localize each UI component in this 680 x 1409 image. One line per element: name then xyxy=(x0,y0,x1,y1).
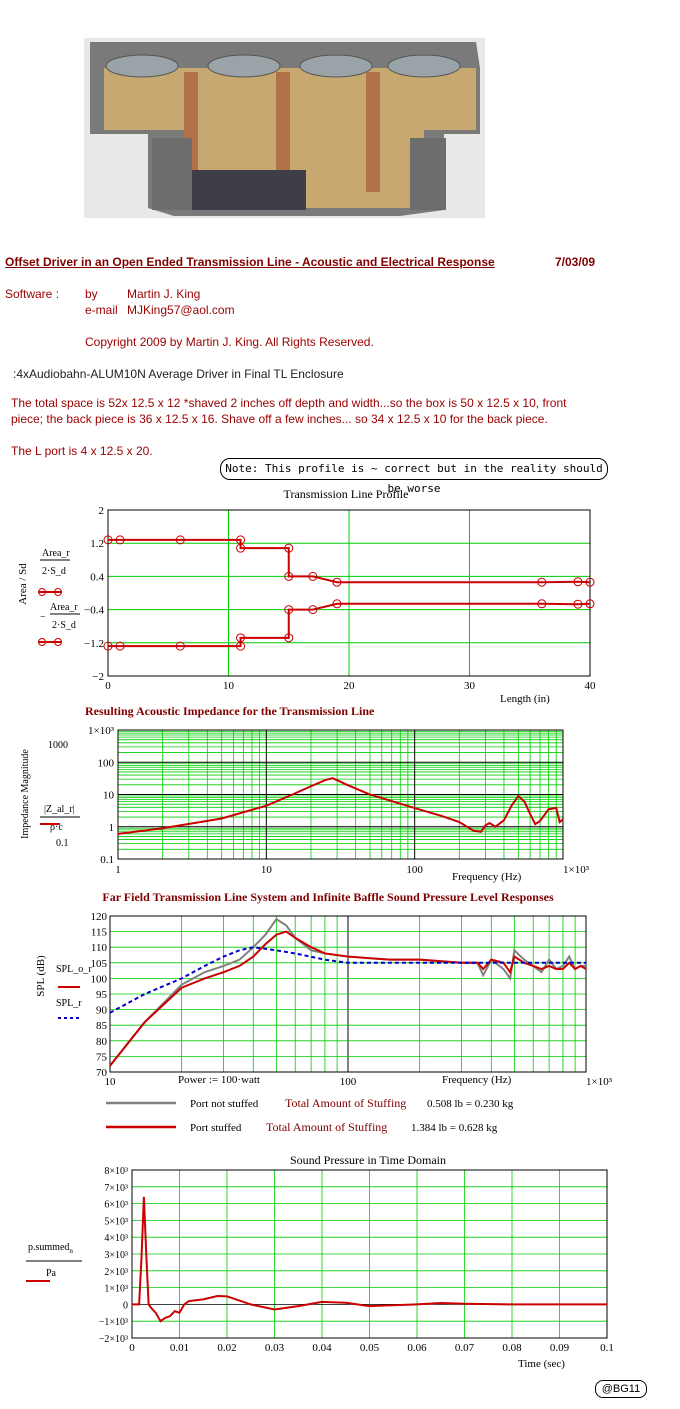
page-title: Offset Driver in an Open Ended Transmission Line - Acoustic and Electrical Response xyxy=(5,255,495,269)
chart1-xtick: 40 xyxy=(584,680,596,692)
svg-text:−: − xyxy=(40,612,46,623)
chart2-xlabel: Frequency (Hz) xyxy=(452,871,522,883)
driver-note: :4xAudiobahn-ALUM10N Average Driver in Final TL Enclosure xyxy=(13,367,344,381)
chart3-ytick: 70 xyxy=(96,1067,107,1079)
chart3-ytick: 120 xyxy=(90,911,107,923)
chart4-ytick: 1×10³ xyxy=(104,1283,128,1295)
chart2-side-z: |Z_al_r| xyxy=(44,804,75,815)
profile-callout: Note: This profile is ~ correct but in the reality should be worse xyxy=(220,458,608,480)
email-address: MJKing57@aol.com xyxy=(127,303,235,317)
chart4-ytick: 2×10³ xyxy=(104,1266,128,1278)
chart1-ylabel: Area / Sd xyxy=(17,563,29,605)
chart2-side-01: 0.1 xyxy=(56,838,69,849)
legend-stuffed-stuffing-label: Total Amount of Stuffing xyxy=(266,1120,388,1134)
chart1-xtick: 10 xyxy=(223,680,234,692)
chart2-xtick: 10 xyxy=(260,864,272,876)
chart3-title: Far Field Transmission Line System and Infinite Baffle Sound Pressure Level Responses xyxy=(102,890,554,904)
chart3-xtick: 100 xyxy=(339,1076,357,1088)
port-note: The L port is 4 x 12.5 x 20. xyxy=(11,444,153,458)
legend-not-stuffed-stuffing-value: 0.508 lb = 0.230 kg xyxy=(427,1098,514,1110)
chart2-ytick: 1 xyxy=(108,821,114,834)
chart2-side-1000: 1000 xyxy=(48,740,68,751)
chart4-ytick: 3×10³ xyxy=(104,1250,128,1261)
chart4-ytick: 5×10³ xyxy=(104,1216,128,1228)
chart1-legend-neg-sd: 2·S_d xyxy=(52,620,76,631)
chart2-xtick: 1×10³ xyxy=(563,864,590,876)
chart1-ytick: 1.2 xyxy=(90,538,104,551)
chart3-xlabel: Frequency (Hz) xyxy=(442,1074,512,1086)
chart4-xtick: 0.09 xyxy=(549,1342,570,1354)
chart1-legend-sd: 2·S_d xyxy=(42,566,66,577)
chart2-ytick: 10 xyxy=(103,789,114,802)
chart3-ytick: 100 xyxy=(90,973,107,986)
chart1-ytick: −2 xyxy=(92,671,104,683)
chart4-xtick: 0.06 xyxy=(407,1342,427,1354)
time-domain-chart xyxy=(0,1150,680,1375)
legend-stuffed-label: Port stuffed xyxy=(190,1122,242,1134)
chart4-ytick: 6×10³ xyxy=(104,1199,128,1211)
chart2-xtick: 1 xyxy=(115,864,121,876)
chart4-xlabel: Time (sec) xyxy=(518,1358,565,1370)
chart4-ytick: −2×10³ xyxy=(98,1334,128,1345)
chart3-ytick: 110 xyxy=(90,942,107,955)
chart4-ytick: 8×10³ xyxy=(104,1166,128,1177)
chart4-title: Sound Pressure in Time Domain xyxy=(289,1153,447,1167)
chart2-title: Resulting Acoustic Impedance for the Transmission Line xyxy=(85,704,375,718)
chart4-xtick: 0 xyxy=(129,1342,135,1354)
chart3-legend xyxy=(106,1096,514,1134)
corner-stamp: @BG11 xyxy=(595,1380,647,1398)
chart1-ytick: 0.4 xyxy=(90,571,104,584)
chart4-ylabel-num: p.summed$_n$ xyxy=(28,1242,73,1255)
chart2-ytick: 0.1 xyxy=(100,854,114,866)
chart3-ytick: 105 xyxy=(90,957,107,970)
chart1-legend-neg-area: Area_r xyxy=(50,602,78,613)
chart4-ylabel-den: Pa xyxy=(46,1268,56,1279)
enclosure-render-image xyxy=(84,38,485,218)
chart1-xlabel: Length (in) xyxy=(500,693,550,705)
chart3-ytick: 85 xyxy=(96,1020,107,1033)
chart4-xtick: 0.1 xyxy=(600,1342,614,1354)
chart3-ytick: 95 xyxy=(96,989,107,1001)
space-note-line2: piece; the back piece is 36 x 12.5 x 16. Shave off a few inches... so 34 x 12.5 x 10 for the back piece. xyxy=(11,412,548,426)
chart3-ytick: 90 xyxy=(96,1004,107,1017)
spl-response-chart xyxy=(0,888,680,1138)
chart2-series-impedance xyxy=(118,778,563,834)
chart3-xtick: 10 xyxy=(104,1076,116,1088)
chart3-xtick: 1×10³ xyxy=(586,1076,613,1088)
space-note-line1: The total space is 52x 12.5 x 12 *shaved 2 inches off depth and width...so the box is 50 x 12.5 x 10, front xyxy=(11,396,567,410)
chart1-ytick: −0.4 xyxy=(84,604,104,617)
acoustic-impedance-chart xyxy=(0,702,680,884)
chart1-xtick: 0 xyxy=(105,680,111,692)
chart4-xtick: 0.03 xyxy=(264,1342,285,1354)
chart1-legend xyxy=(38,548,80,646)
software-label: Software : xyxy=(5,287,60,301)
chart4-xtick: 0.08 xyxy=(502,1342,522,1354)
chart4-xtick: 0.07 xyxy=(454,1342,475,1354)
chart2-ytick: 100 xyxy=(97,757,114,770)
chart3-ytick: 80 xyxy=(96,1035,107,1048)
chart1-title: Transmission Line Profile xyxy=(283,487,409,501)
chart4-xtick: 0.04 xyxy=(312,1342,332,1354)
chart1-ytick: 2 xyxy=(98,505,104,517)
chart3-side-spl-or: SPL_o_r xyxy=(56,964,92,975)
legend-not-stuffed-label: Port not stuffed xyxy=(190,1098,259,1110)
author-name: Martin J. King xyxy=(127,287,201,301)
chart1-legend-area: Area_r xyxy=(42,548,70,559)
chart2-ytick: 1×10³ xyxy=(87,725,114,737)
chart2-ylabel: Impedance Magnitude xyxy=(20,749,31,839)
legend-stuffed-stuffing-value: 1.384 lb = 0.628 kg xyxy=(411,1122,498,1134)
chart4-ytick: 4×10³ xyxy=(104,1233,128,1245)
chart3-side-spl-r: SPL_r xyxy=(56,998,82,1009)
chart3-ylabel: SPL (dB) xyxy=(35,955,47,997)
email-label: e-mail xyxy=(85,303,118,317)
chart2-side-rhoc: ρ·c xyxy=(50,822,63,833)
copyright-text: Copyright 2009 by Martin J. King. All Rights Reserved. xyxy=(85,335,374,349)
chart4-ytick: 7×10³ xyxy=(104,1182,128,1194)
chart2-xtick: 100 xyxy=(406,864,423,876)
chart3-ytick: 75 xyxy=(96,1051,107,1064)
transmission-line-profile-chart xyxy=(0,484,680,710)
chart4-ytick: −1×10³ xyxy=(98,1317,128,1329)
chart1-xtick: 20 xyxy=(343,680,355,692)
page-date: 7/03/09 xyxy=(555,255,596,269)
chart1-ytick: −1.2 xyxy=(84,637,104,650)
chart4-xtick: 0.01 xyxy=(169,1342,190,1354)
chart4-xtick: 0.05 xyxy=(359,1342,380,1354)
legend-not-stuffed-stuffing-label: Total Amount of Stuffing xyxy=(285,1096,407,1110)
chart4-xtick: 0.02 xyxy=(217,1342,237,1354)
chart3-ytick: 115 xyxy=(90,926,107,939)
by-label: by xyxy=(85,287,98,301)
chart4-ytick: 0 xyxy=(123,1300,128,1312)
chart1-xtick: 30 xyxy=(464,680,475,692)
chart3-annotation-power: Power := 100·watt xyxy=(178,1074,260,1086)
